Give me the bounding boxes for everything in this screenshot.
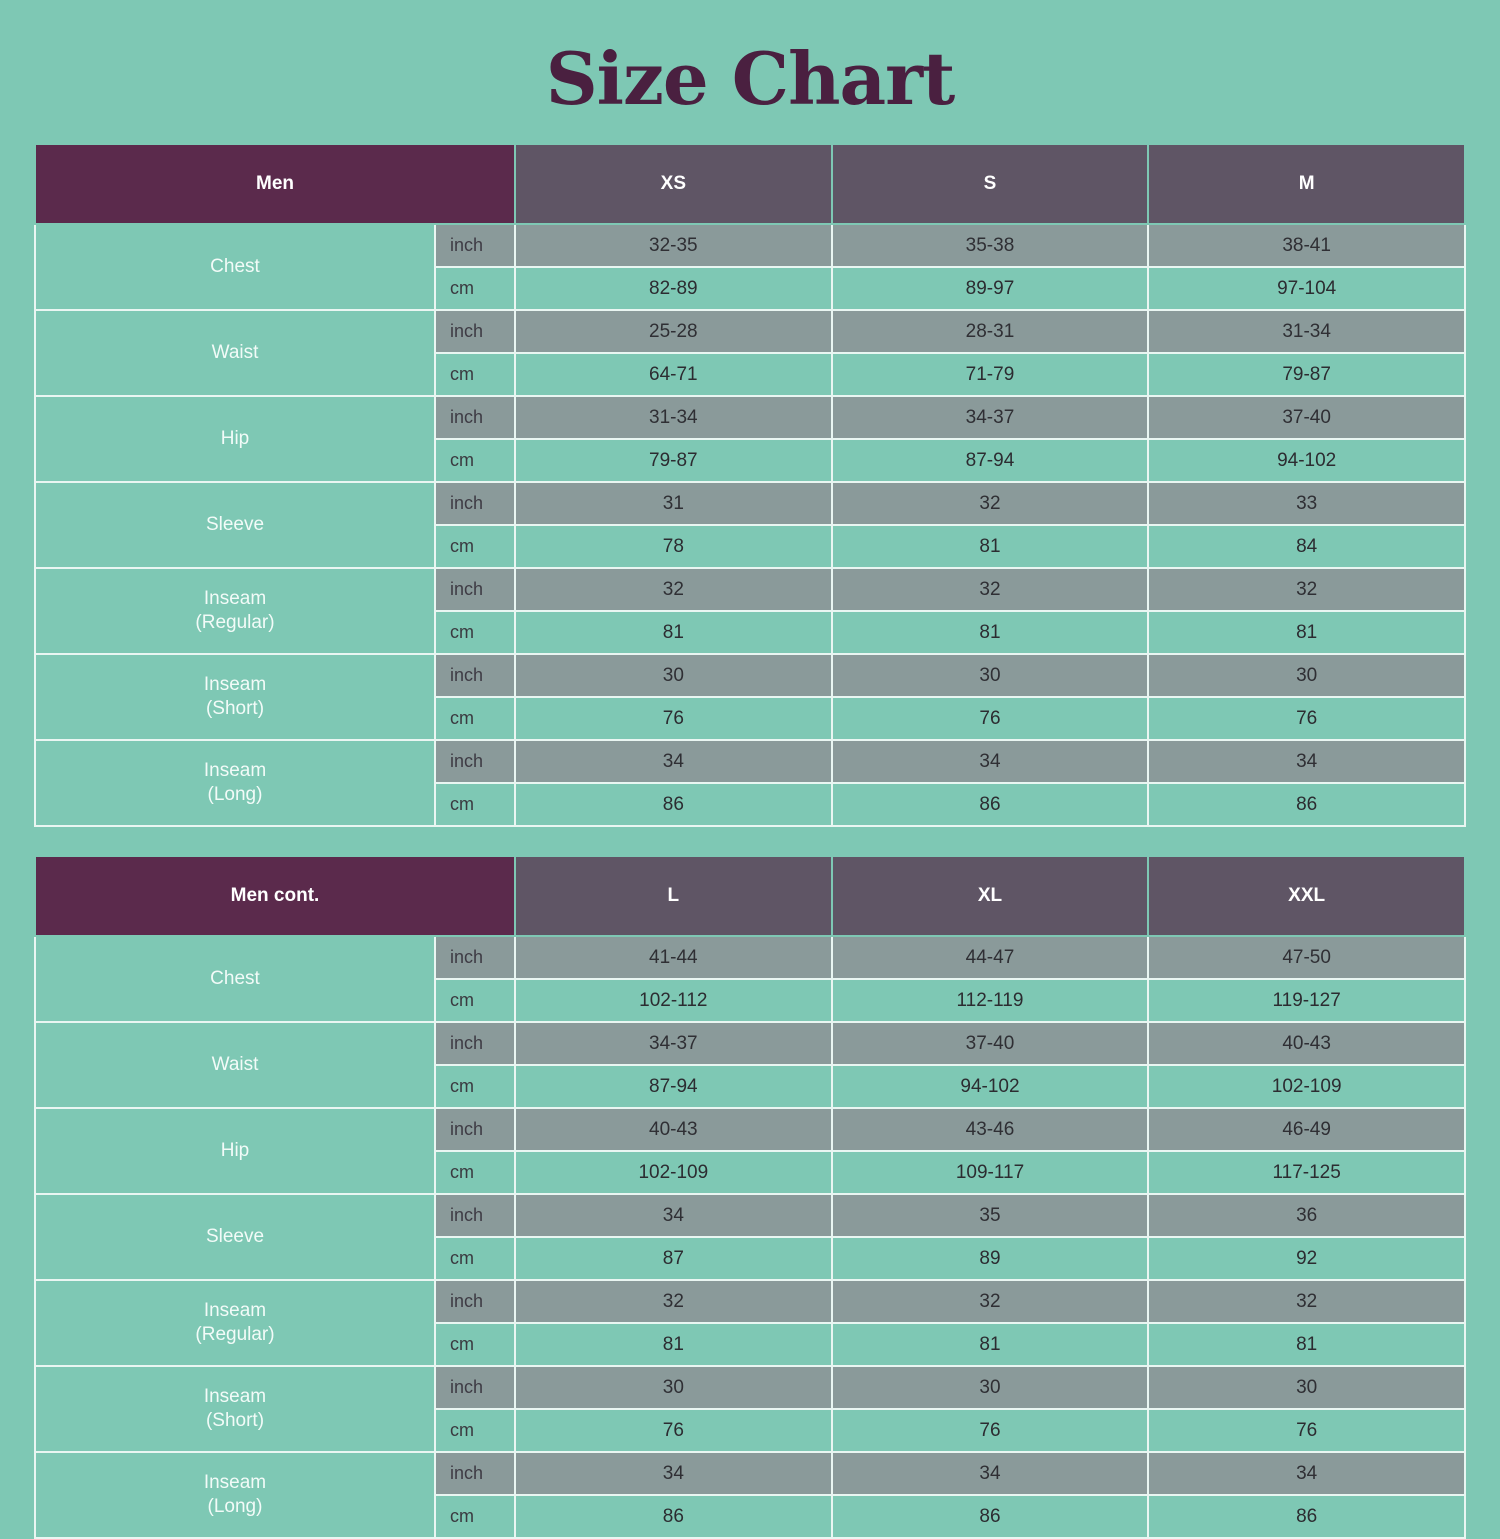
cell-value: 47-50 <box>1148 936 1465 979</box>
cell-value: 32 <box>832 568 1149 611</box>
cell-value: 87-94 <box>515 1065 832 1108</box>
unit-inch: inch <box>435 310 515 353</box>
header-category-label: Men cont. <box>35 856 515 936</box>
table-row <box>35 936 1465 979</box>
cell-value: 38-41 <box>1148 224 1465 267</box>
cell-value: 76 <box>1148 697 1465 740</box>
unit-inch: inch <box>435 482 515 525</box>
unit-cm: cm <box>435 1237 515 1280</box>
unit-cm: cm <box>435 525 515 568</box>
cell-value: 64-71 <box>515 353 832 396</box>
cell-value: 97-104 <box>1148 267 1465 310</box>
table-row <box>35 396 1465 439</box>
measurement-label: Hip <box>35 396 435 482</box>
cell-value: 34 <box>832 1452 1149 1495</box>
page-title: Size Chart <box>545 36 955 121</box>
measurement-label: Chest <box>35 936 435 1022</box>
cell-value: 84 <box>1148 525 1465 568</box>
cell-value: 30 <box>1148 654 1465 697</box>
cell-value: 81 <box>1148 611 1465 654</box>
cell-value: 32 <box>515 1280 832 1323</box>
unit-inch: inch <box>435 1366 515 1409</box>
cell-value: 34 <box>515 740 832 783</box>
unit-cm: cm <box>435 1409 515 1452</box>
unit-inch: inch <box>435 1108 515 1151</box>
cell-value: 81 <box>832 611 1149 654</box>
cell-value: 32 <box>1148 1280 1465 1323</box>
cell-value: 76 <box>515 1409 832 1452</box>
size-table-men-continued <box>34 855 1466 1539</box>
cell-value: 36 <box>1148 1194 1465 1237</box>
unit-inch: inch <box>435 568 515 611</box>
unit-cm: cm <box>435 611 515 654</box>
cell-value: 86 <box>515 783 832 826</box>
measurement-label: Hip <box>35 1108 435 1194</box>
cell-value: 35-38 <box>832 224 1149 267</box>
cell-value: 25-28 <box>515 310 832 353</box>
unit-inch: inch <box>435 1022 515 1065</box>
cell-value: 40-43 <box>515 1108 832 1151</box>
unit-cm: cm <box>435 439 515 482</box>
cell-value: 86 <box>515 1495 832 1538</box>
cell-value: 94-102 <box>1148 439 1465 482</box>
cell-value: 31-34 <box>515 396 832 439</box>
table-header-row <box>35 144 1465 224</box>
unit-inch: inch <box>435 1194 515 1237</box>
measurement-label: Waist <box>35 1022 435 1108</box>
cell-value: 81 <box>832 1323 1149 1366</box>
table-row <box>35 310 1465 353</box>
table-row <box>35 740 1465 783</box>
unit-cm: cm <box>435 979 515 1022</box>
cell-value: 117-125 <box>1148 1151 1465 1194</box>
cell-value: 81 <box>832 525 1149 568</box>
table-row <box>35 1452 1465 1495</box>
table-row <box>35 1194 1465 1237</box>
cell-value: 78 <box>515 525 832 568</box>
unit-cm: cm <box>435 1065 515 1108</box>
header-category-label: Men <box>35 144 515 224</box>
table-row <box>35 482 1465 525</box>
cell-value: 31-34 <box>1148 310 1465 353</box>
header-size-xxl: XXL <box>1148 856 1465 936</box>
cell-value: 82-89 <box>515 267 832 310</box>
table-header-row <box>35 856 1465 936</box>
cell-value: 81 <box>1148 1323 1465 1366</box>
cell-value: 76 <box>832 1409 1149 1452</box>
cell-value: 46-49 <box>1148 1108 1465 1151</box>
measurement-label: Inseam (Regular) <box>35 1280 435 1366</box>
cell-value: 43-46 <box>832 1108 1149 1151</box>
table-row <box>35 224 1465 267</box>
table-body <box>35 224 1465 826</box>
cell-value: 32 <box>832 482 1149 525</box>
unit-inch: inch <box>435 936 515 979</box>
cell-value: 28-31 <box>832 310 1149 353</box>
cell-value: 40-43 <box>1148 1022 1465 1065</box>
cell-value: 32 <box>832 1280 1149 1323</box>
table-row <box>35 1022 1465 1065</box>
unit-inch: inch <box>435 740 515 783</box>
table-row <box>35 1108 1465 1151</box>
cell-value: 34-37 <box>832 396 1149 439</box>
table-row <box>35 1366 1465 1409</box>
table-body <box>35 936 1465 1538</box>
cell-value: 37-40 <box>1148 396 1465 439</box>
cell-value: 30 <box>515 654 832 697</box>
unit-inch: inch <box>435 224 515 267</box>
cell-value: 79-87 <box>1148 353 1465 396</box>
cell-value: 87-94 <box>832 439 1149 482</box>
cell-value: 89 <box>832 1237 1149 1280</box>
measurement-label: Inseam (Long) <box>35 1452 435 1538</box>
header-size-l: L <box>515 856 832 936</box>
cell-value: 30 <box>515 1366 832 1409</box>
cell-value: 119-127 <box>1148 979 1465 1022</box>
unit-cm: cm <box>435 1151 515 1194</box>
measurement-label: Sleeve <box>35 1194 435 1280</box>
cell-value: 76 <box>832 697 1149 740</box>
cell-value: 34 <box>515 1194 832 1237</box>
unit-cm: cm <box>435 783 515 826</box>
table-row <box>35 568 1465 611</box>
cell-value: 86 <box>1148 1495 1465 1538</box>
measurement-label: Chest <box>35 224 435 310</box>
unit-inch: inch <box>435 1452 515 1495</box>
measurement-label: Inseam (Short) <box>35 1366 435 1452</box>
cell-value: 30 <box>832 1366 1149 1409</box>
cell-value: 92 <box>1148 1237 1465 1280</box>
cell-value: 30 <box>832 654 1149 697</box>
unit-inch: inch <box>435 1280 515 1323</box>
header-size-m: M <box>1148 144 1465 224</box>
cell-value: 71-79 <box>832 353 1149 396</box>
cell-value: 102-109 <box>1148 1065 1465 1108</box>
cell-value: 34 <box>1148 1452 1465 1495</box>
unit-inch: inch <box>435 654 515 697</box>
header-size-s: S <box>832 144 1149 224</box>
cell-value: 34-37 <box>515 1022 832 1065</box>
cell-value: 86 <box>832 783 1149 826</box>
cell-value: 44-47 <box>832 936 1149 979</box>
header-size-xl: XL <box>832 856 1149 936</box>
cell-value: 32 <box>515 568 832 611</box>
cell-value: 76 <box>515 697 832 740</box>
cell-value: 30 <box>1148 1366 1465 1409</box>
cell-value: 33 <box>1148 482 1465 525</box>
table-row <box>35 654 1465 697</box>
cell-value: 112-119 <box>832 979 1149 1022</box>
cell-value: 102-112 <box>515 979 832 1022</box>
unit-cm: cm <box>435 1323 515 1366</box>
unit-cm: cm <box>435 267 515 310</box>
cell-value: 86 <box>832 1495 1149 1538</box>
measurement-label: Waist <box>35 310 435 396</box>
unit-cm: cm <box>435 697 515 740</box>
cell-value: 94-102 <box>832 1065 1149 1108</box>
cell-value: 86 <box>1148 783 1465 826</box>
cell-value: 81 <box>515 1323 832 1366</box>
cell-value: 31 <box>515 482 832 525</box>
cell-value: 35 <box>832 1194 1149 1237</box>
header-size-xs: XS <box>515 144 832 224</box>
measurement-label: Inseam (Short) <box>35 654 435 740</box>
measurement-label: Inseam (Regular) <box>35 568 435 654</box>
cell-value: 79-87 <box>515 439 832 482</box>
cell-value: 32 <box>1148 568 1465 611</box>
cell-value: 89-97 <box>832 267 1149 310</box>
size-table-men-primary <box>34 143 1466 827</box>
cell-value: 37-40 <box>832 1022 1149 1065</box>
cell-value: 32-35 <box>515 224 832 267</box>
cell-value: 81 <box>515 611 832 654</box>
measurement-label: Sleeve <box>35 482 435 568</box>
cell-value: 34 <box>832 740 1149 783</box>
unit-cm: cm <box>435 1495 515 1538</box>
measurement-label: Inseam (Long) <box>35 740 435 826</box>
cell-value: 34 <box>515 1452 832 1495</box>
unit-cm: cm <box>435 353 515 396</box>
cell-value: 41-44 <box>515 936 832 979</box>
unit-inch: inch <box>435 396 515 439</box>
cell-value: 109-117 <box>832 1151 1149 1194</box>
cell-value: 102-109 <box>515 1151 832 1194</box>
table-row <box>35 1280 1465 1323</box>
cell-value: 34 <box>1148 740 1465 783</box>
cell-value: 76 <box>1148 1409 1465 1452</box>
cell-value: 87 <box>515 1237 832 1280</box>
